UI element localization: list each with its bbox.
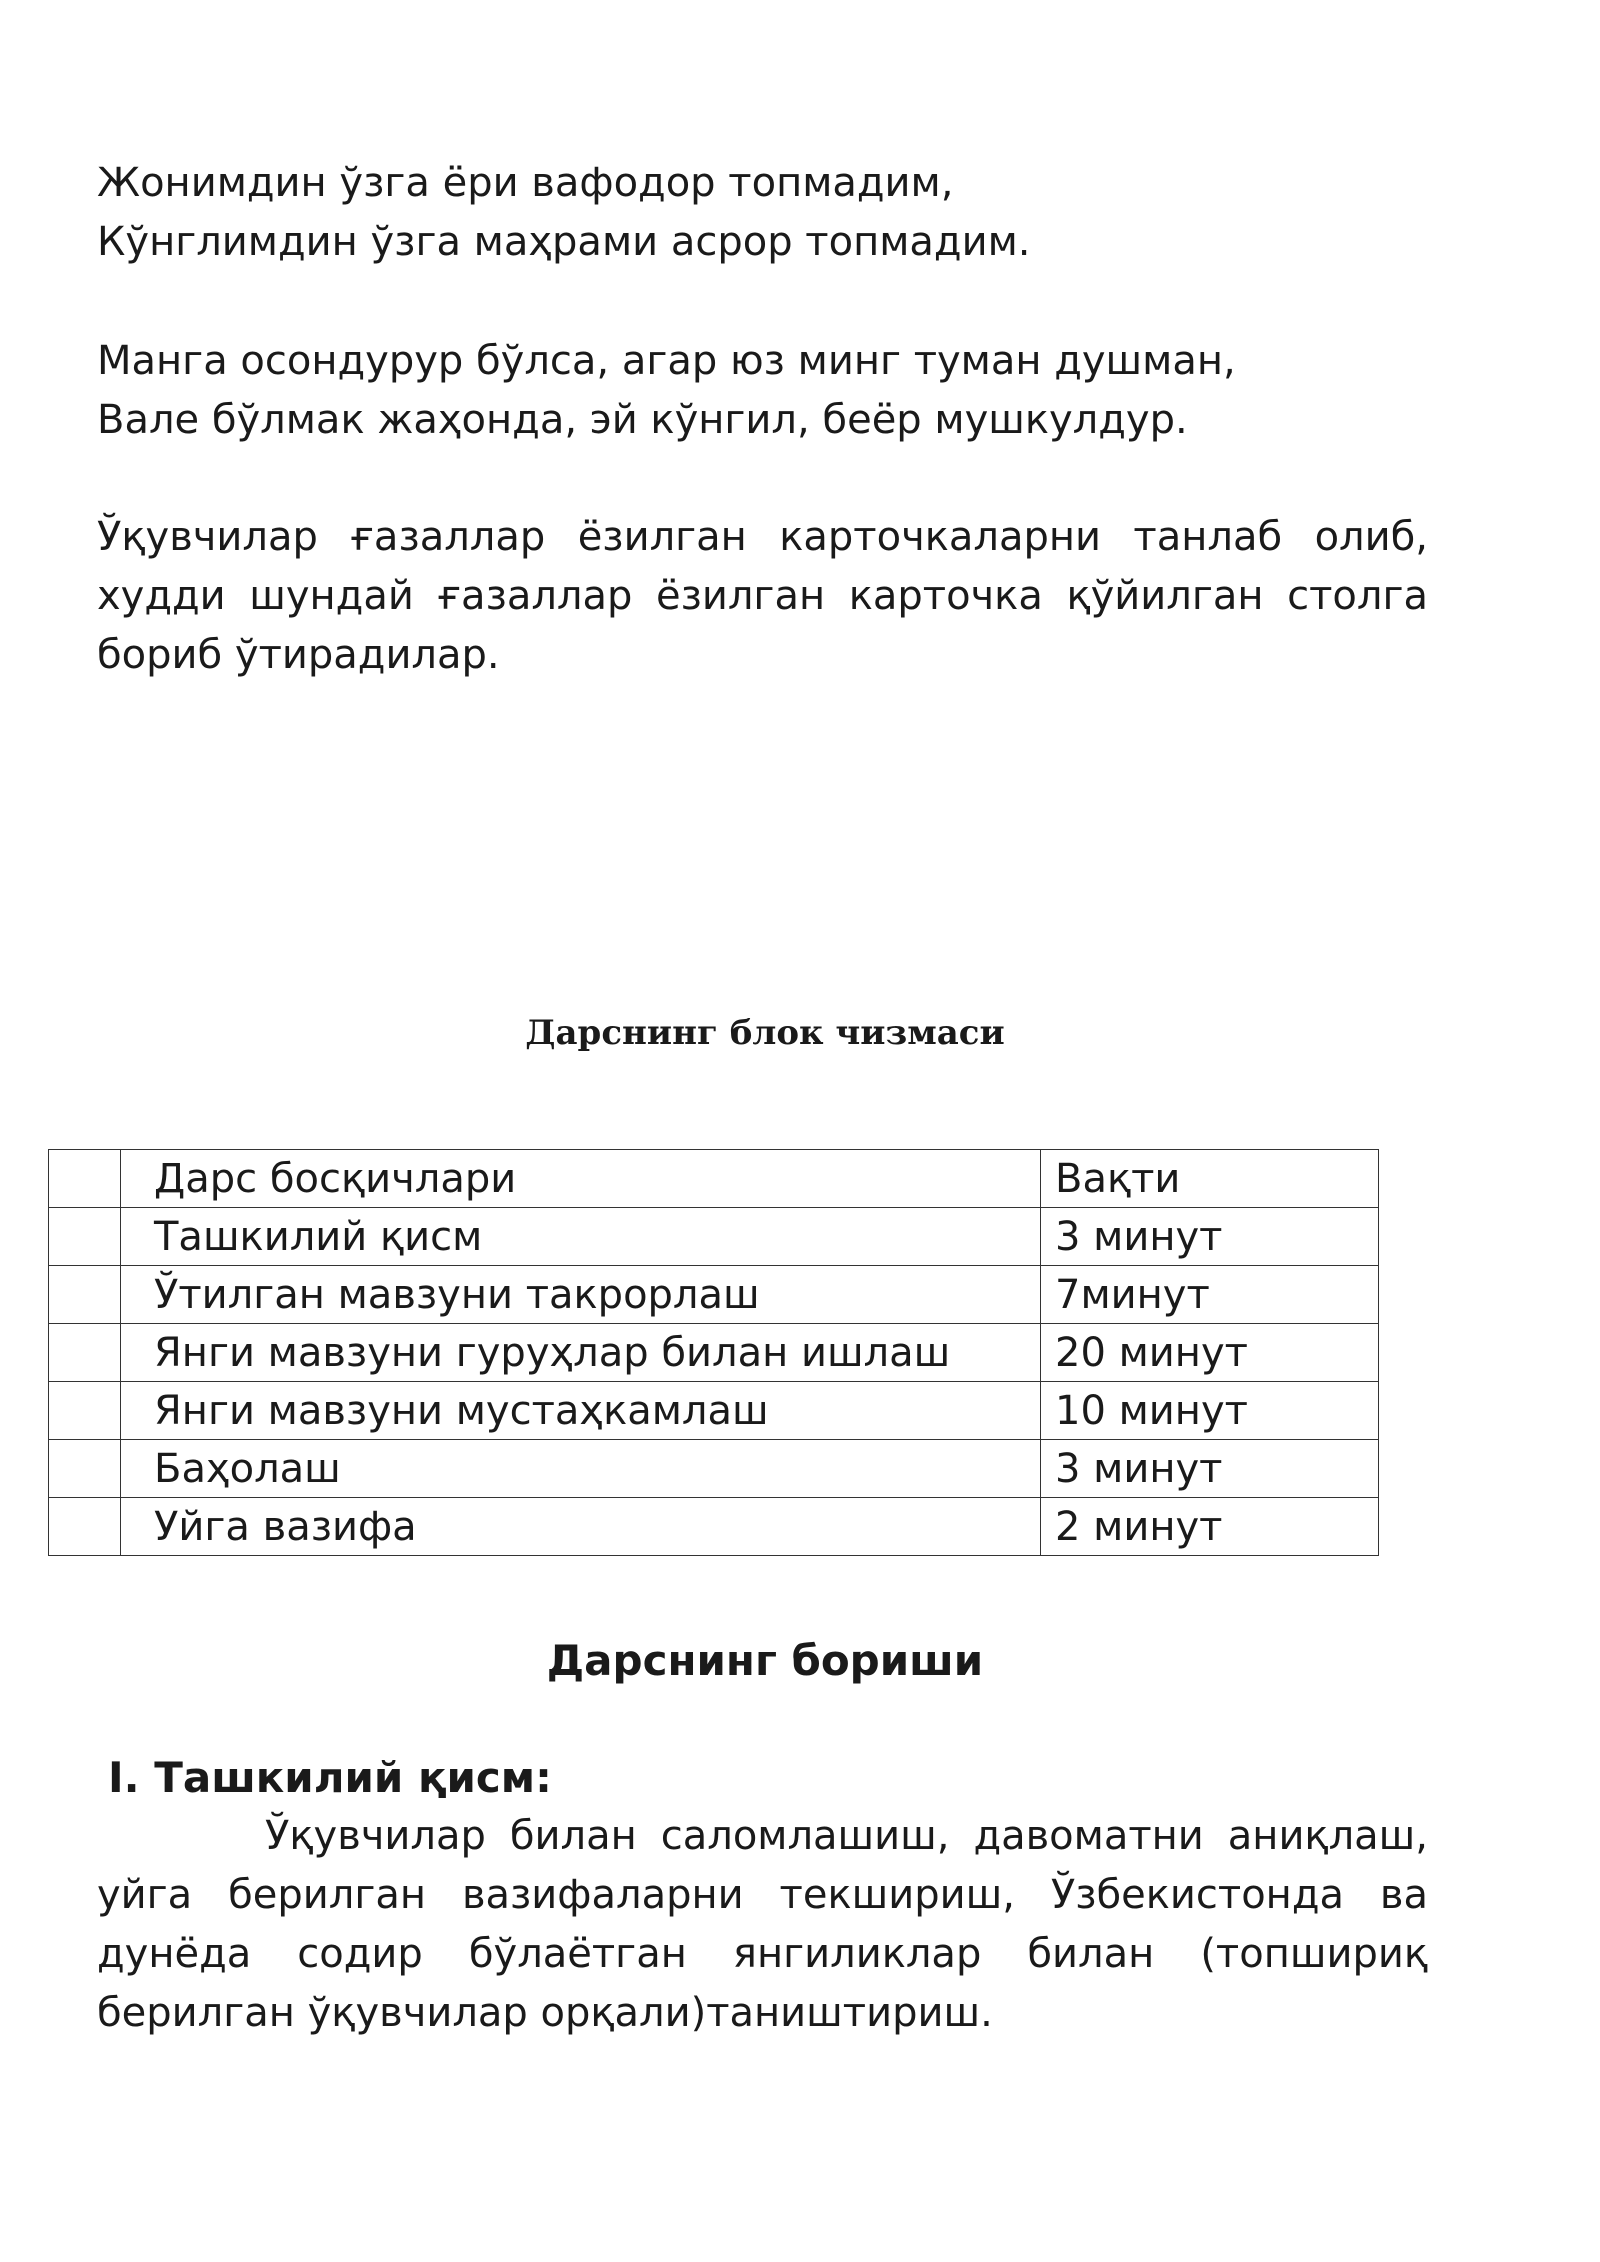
table-cell-time: 3 минут — [1041, 1208, 1379, 1266]
table-cell-num — [49, 1440, 121, 1498]
table-cell-stage: Янги мавзуни гуруҳлар билан ишлаш — [121, 1324, 1041, 1382]
table-cell-stage: Уйга вазифа — [121, 1498, 1041, 1556]
table-cell-num — [49, 1266, 121, 1324]
section-title: I. Ташкилий қисм: — [108, 1753, 552, 1802]
table-cell-num — [49, 1382, 121, 1440]
instruction-paragraph: Ўқувчилар ғазаллар ёзилган карточкаларни танлаб олиб, худди шундай ғазаллар ёзилган карточка қўйилган столга бориб ўтирадилар. — [97, 514, 1428, 678]
table-cell-time: 10 минут — [1041, 1382, 1379, 1440]
poem-line: Манга осондурур бўлса, агар юз минг туман душман, — [97, 338, 1236, 384]
table-cell-time: 3 минут — [1041, 1440, 1379, 1498]
table-row — [49, 1208, 1379, 1266]
table-cell-num — [49, 1150, 121, 1208]
table-cell-num — [49, 1208, 121, 1266]
poem-line: Жонимдин ўзга ёри вафодор топмадим, — [97, 160, 954, 206]
section-paragraph: Ўқувчилар билан саломлашиш, давоматни аниқлаш, уйга берилган вазифаларни текшириш, Ўзбекистонда ва дунёда содир бўлаётган янгиликлар билан (топшириқ берилган ўқувчилар орқали)таништириш. — [97, 1813, 1428, 2036]
table-row — [49, 1498, 1379, 1556]
lesson-course-heading: Дарснинг бориши — [546, 1636, 984, 1685]
table-header-time: Вақти — [1041, 1150, 1379, 1208]
table-row — [49, 1266, 1379, 1324]
poem-line: Кўнглимдин ўзга маҳрами асрор топмадим. — [97, 219, 1031, 265]
table-cell-stage: Баҳолаш — [121, 1440, 1041, 1498]
table-cell-stage: Ўтилган мавзуни такрорлаш — [121, 1266, 1041, 1324]
table-cell-time: 2 минут — [1041, 1498, 1379, 1556]
table-cell-num — [49, 1324, 121, 1382]
table-cell-num — [49, 1498, 121, 1556]
lesson-stages-table — [48, 1149, 1379, 1556]
table-cell-stage: Ташкилий қисм — [121, 1208, 1041, 1266]
table-row — [49, 1324, 1379, 1382]
table-cell-stage: Янги мавзуни мустаҳкамлаш — [121, 1382, 1041, 1440]
table-row — [49, 1440, 1379, 1498]
table-cell-time: 20 минут — [1041, 1324, 1379, 1382]
table-header-stage: Дарс босқичлари — [121, 1150, 1041, 1208]
poem-line: Вале бўлмак жаҳонда, эй кўнгил, беёр мушкулдур. — [97, 397, 1188, 443]
block-chart-title: Дарснинг блок чизмаси — [525, 1013, 1005, 1053]
table-row — [49, 1382, 1379, 1440]
table-header-row — [49, 1150, 1379, 1208]
table-cell-time: 7минут — [1041, 1266, 1379, 1324]
